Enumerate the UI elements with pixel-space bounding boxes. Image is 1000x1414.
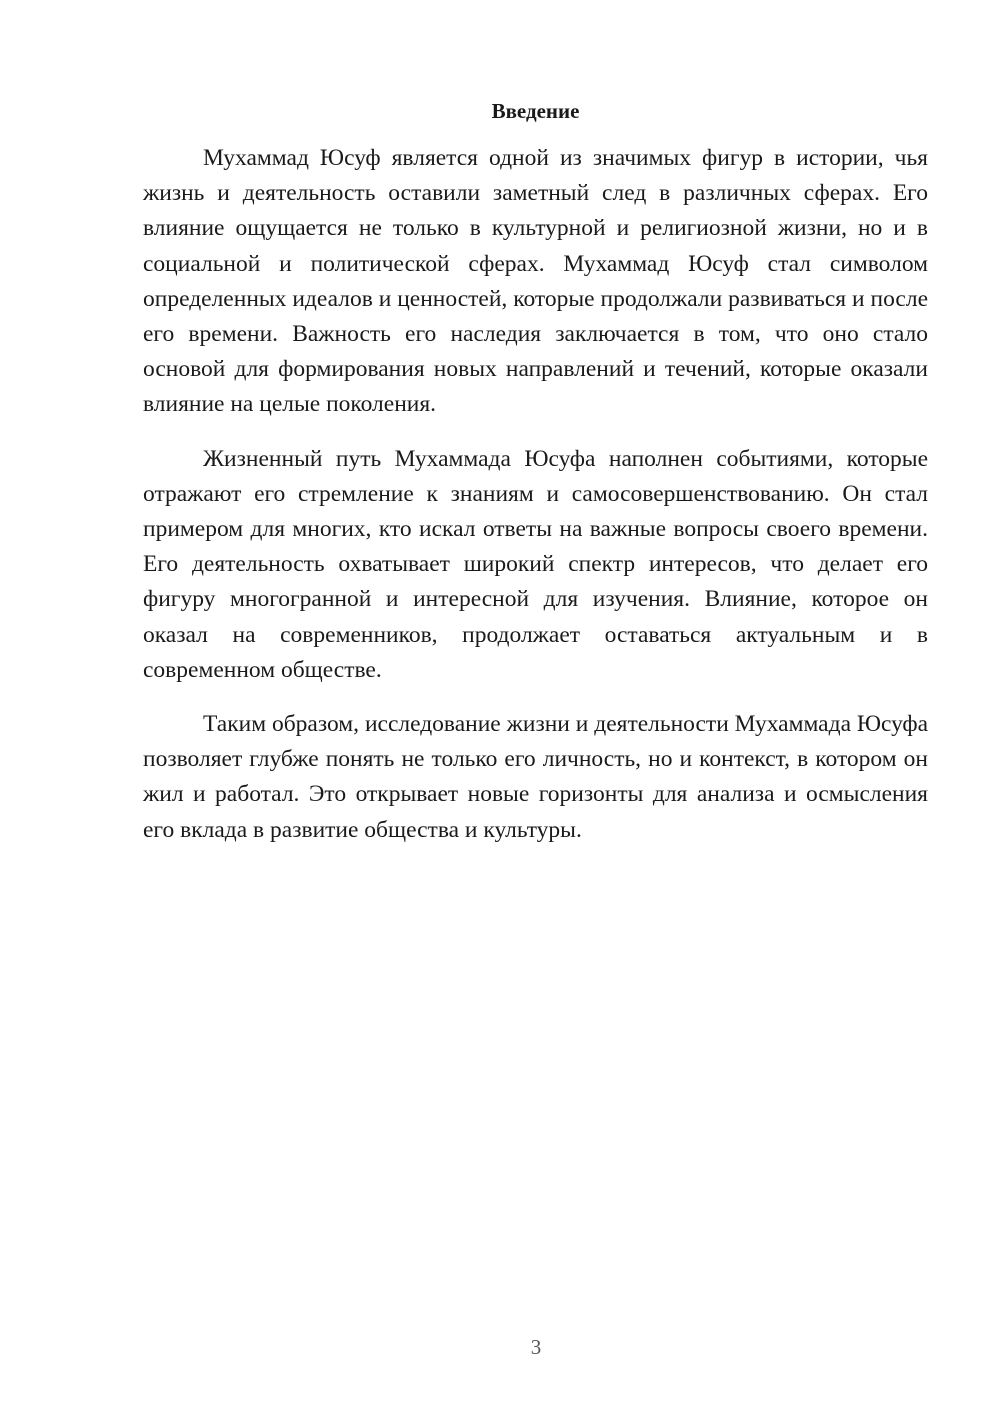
document-body xyxy=(143,141,928,867)
page-number: 3 xyxy=(530,1335,542,1359)
paragraph-3: Таким образом, исследование жизни и деятельности Мухаммада Юсуфа позволяет глубже понять не только его личность, но и контекст, в котором он жил и работал. Это открывает новые горизонты для анализа и осмысления его вклада в развитие общества и культуры. xyxy=(143,711,928,843)
paragraph-1: Мухаммад Юсуф является одной из значимых фигур в истории, чья жизнь и деятельность оставили заметный след в различных сферах. Его влияние ощущается не только в культурной и религиозной жизни, но и в социальной и политической сферах. Мухаммад Юсуф стал символом определенных идеалов и ценностей, которые продолжали развиваться и после его времени. Важность его наследия заключается в том, что оно стало основой для формирования новых направлений и течений, которые оказали влияние на целые поколения. xyxy=(143,145,928,418)
paragraph-2: Жизненный путь Мухаммада Юсуфа наполнен событиями, которые отражают его стремление к знаниям и самосовершенствованию. Он стал примером для многих, кто искал ответы на важные вопросы своего времени. Его деятельность охватывает широкий спектр интересов, что делает его фигуру многогранной и интересной для изучения. Влияние, которое он оказал на современников, продолжает оставаться актуальным и в современном обществе. xyxy=(143,445,928,683)
section-heading: Введение xyxy=(491,99,580,123)
